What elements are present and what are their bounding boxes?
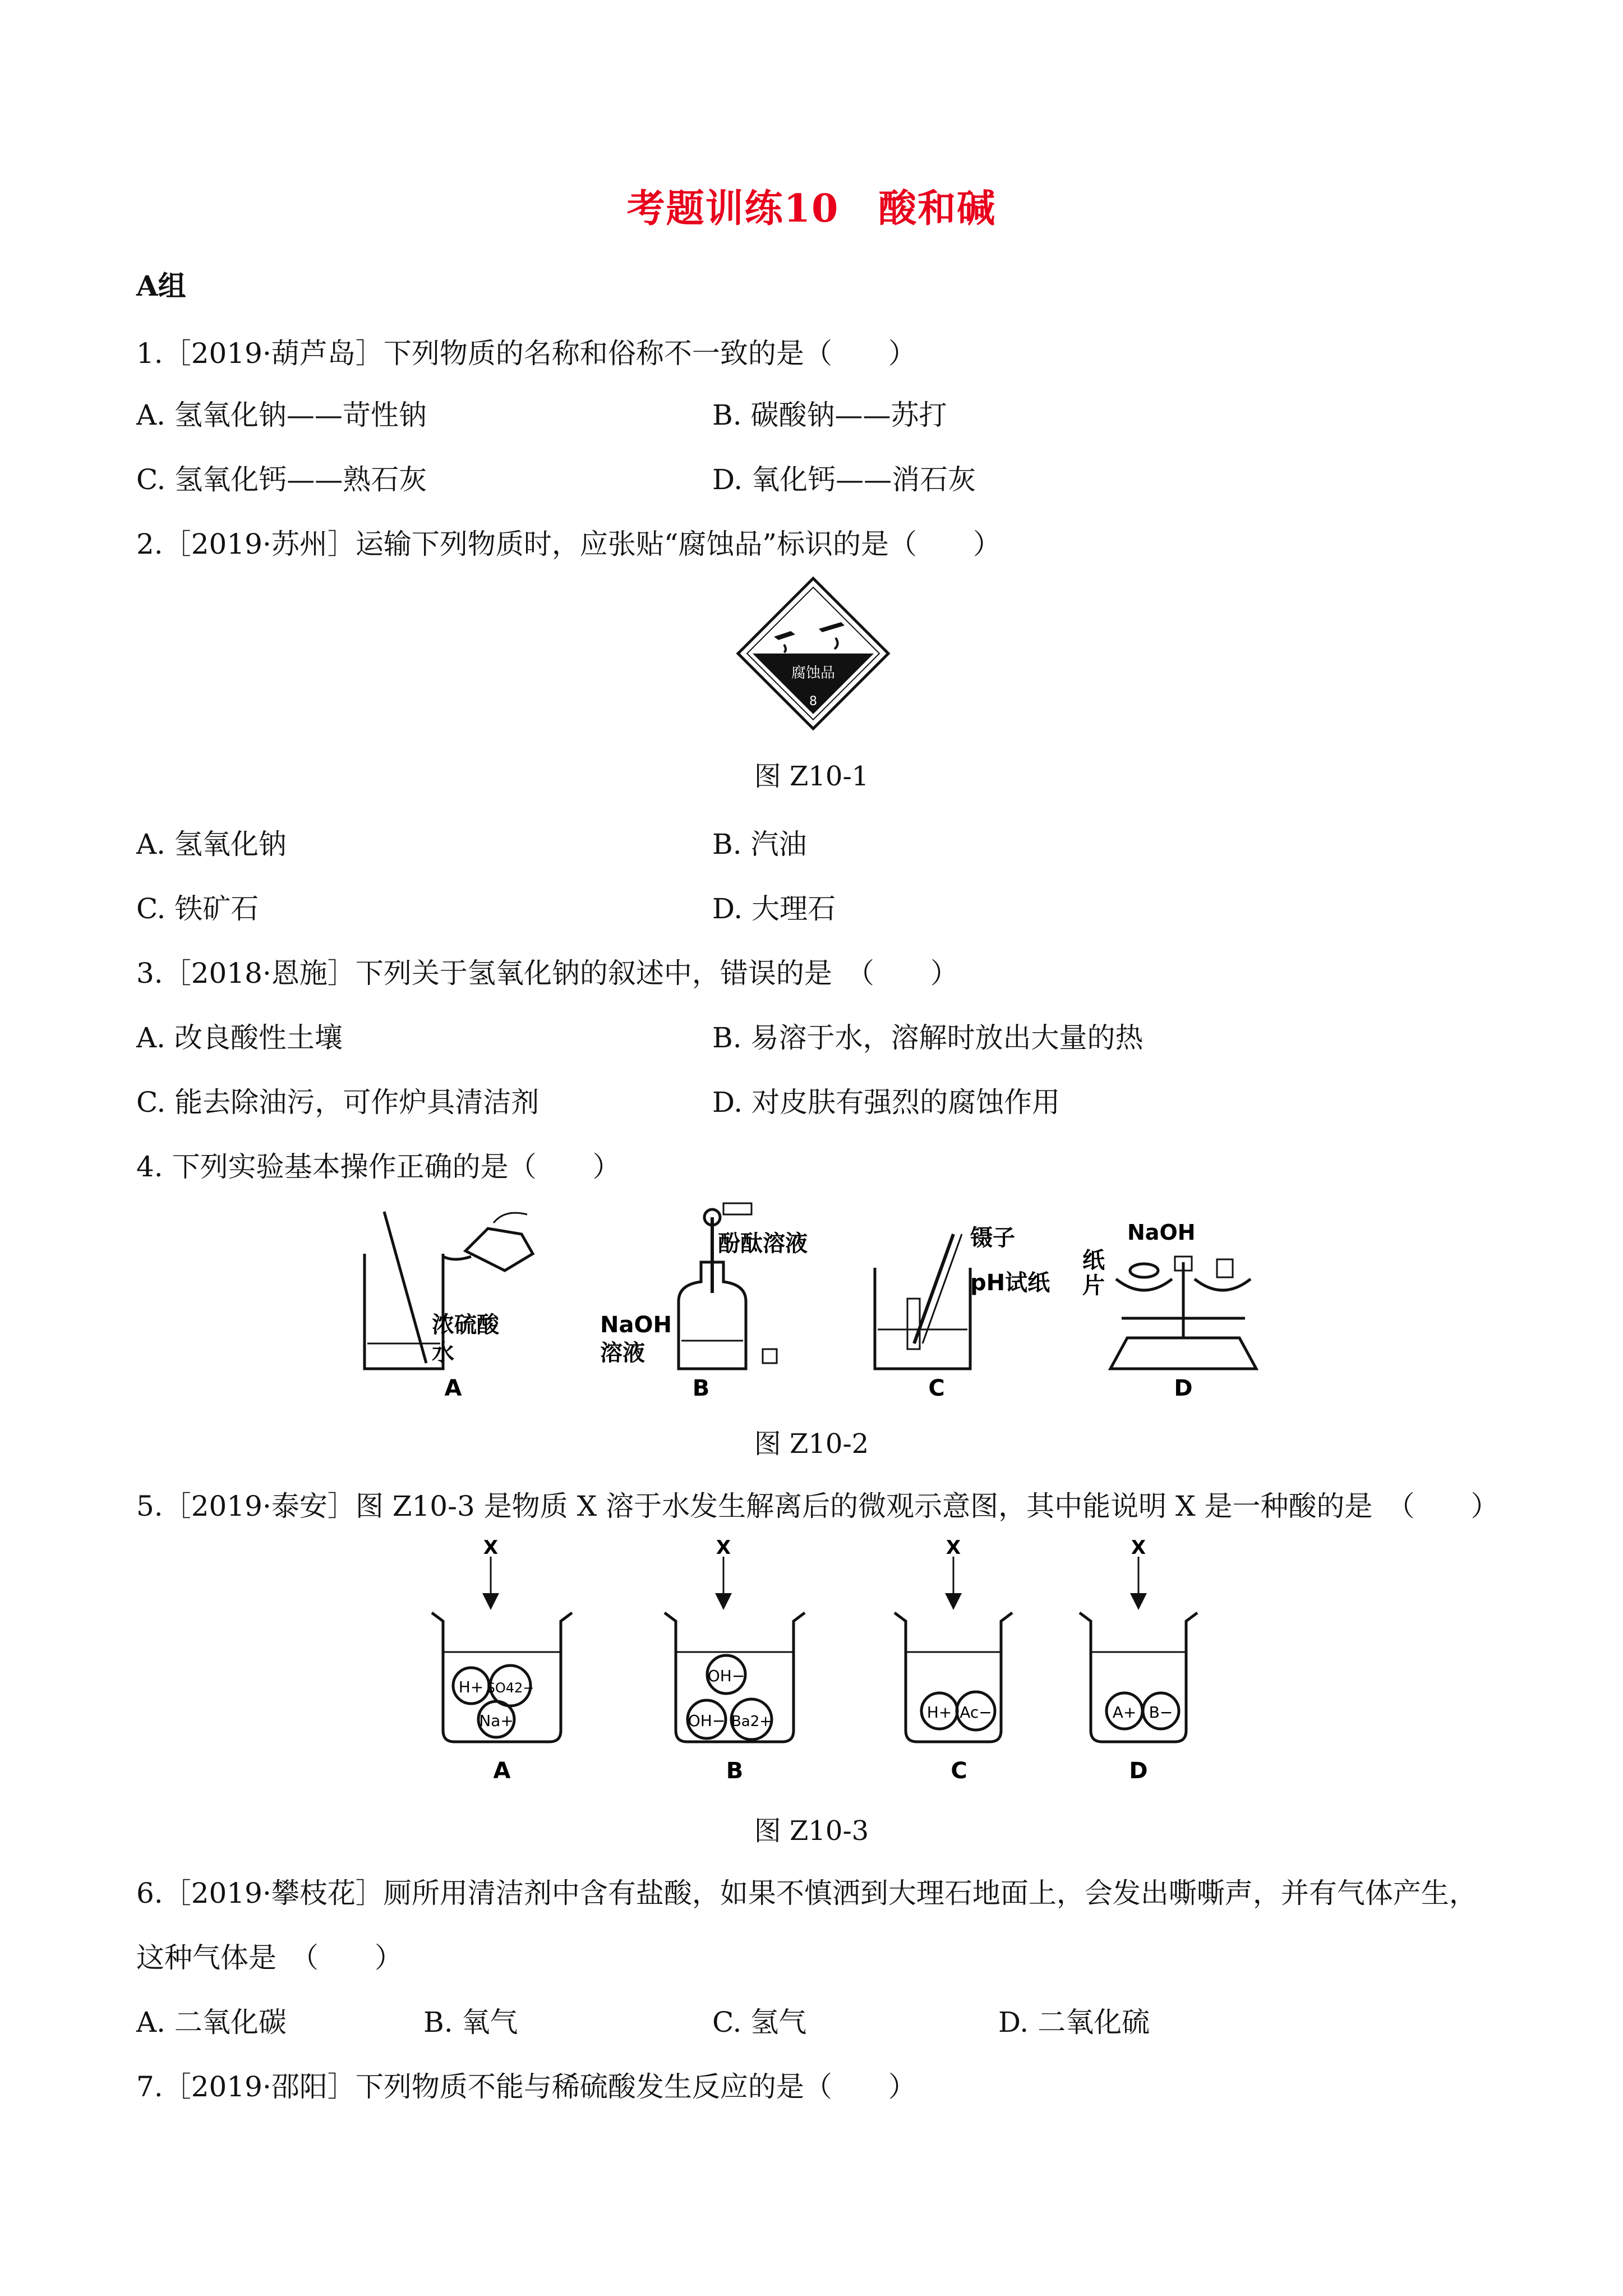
question-5-stem: 5.［2019·泰安］图 Z10-3 是物质 X 溶于水发生解离后的微观示意图，其中能说明 X 是一种酸的是 （ ） [136,1490,1499,1522]
x-label-c: X [946,1540,961,1559]
q2-option-c: C. 铁矿石 [136,892,259,925]
question-1-stem: 1.［2019·葫芦岛］下列物质的名称和俗称不一致的是（ ） [136,337,916,370]
label-tweezers: 镊子 [970,1225,1015,1251]
q1-option-c: C. 氢氧化钙——熟石灰 [136,463,427,496]
label-d: D [1174,1375,1193,1401]
q1-option-d: D. 氧化钙——消石灰 [712,463,976,496]
ion-d2: B− [1149,1703,1173,1722]
ion-c1: H+ [926,1703,952,1722]
question-4-stem: 4. 下列实验基本操作正确的是（ ） [136,1151,621,1183]
beaker-label-c: C [951,1758,967,1784]
label-b: B [692,1375,710,1401]
q6-option-a: A. 二氧化碳 [136,2006,287,2039]
question-6-stem-line2: 这种气体是 （ ） [136,1941,403,1974]
beaker-label-a: A [493,1758,511,1784]
ion-a3: Na+ [479,1711,514,1730]
beaker-label-b: B [726,1758,744,1784]
sign-text: 腐蚀品 [791,665,836,682]
label-naoh: NaOH [600,1312,672,1338]
beaker-label-d: D [1129,1758,1148,1784]
diagram-b-dropper [679,1203,777,1369]
q6-option-c: C. 氢气 [712,2006,807,2039]
ion-b3: Ba2+ [731,1713,772,1730]
q3-option-d: D. 对皮肤有强烈的腐蚀作用 [712,1086,1061,1119]
question-7-stem: 7.［2019·邵阳］下列物质不能与稀硫酸发生反应的是（ ） [136,2070,916,2103]
q1-option-b: B. 碳酸钠——苏打 [712,399,947,431]
q3-option-c: C. 能去除油污，可作炉具清洁剂 [136,1086,540,1119]
q3-option-a: A. 改良酸性土壤 [136,1022,343,1054]
ion-c2: Ac− [960,1703,992,1722]
figure-caption-z10-1: 图 Z10-1 [754,761,869,792]
diagram-d-balance [1110,1257,1256,1369]
page-title: 考题训练10 酸和碱 [626,186,997,231]
ion-b2: OH− [688,1711,726,1730]
ion-b1: OH− [707,1667,745,1685]
ion-d1: A+ [1112,1703,1137,1722]
q6-option-b: B. 氧气 [423,2006,518,2039]
x-label-a: X [483,1540,499,1559]
label-a: A [444,1375,462,1401]
label-naoh-balance: NaOH [1127,1220,1196,1245]
label-paper-1: 纸 [1082,1248,1105,1273]
question-6-stem-line1: 6.［2019·攀枝花］厕所用清洁剂中含有盐酸，如果不慎洒到大理石地面上，会发出嘶嘶声，并有气体产生， [136,1877,1477,1910]
q3-option-b: B. 易溶于水，溶解时放出大量的热 [712,1022,1144,1054]
label-ph-paper: pH试纸 [970,1270,1050,1296]
label-paper-2: 片 [1082,1273,1105,1299]
label-phenolphthalein: 酚酞溶液 [718,1231,808,1257]
x-label-d: X [1131,1540,1146,1559]
diagram-c-ph-paper [875,1234,970,1369]
q2-option-b: B. 汽油 [712,828,807,861]
question-2-stem: 2.［2019·苏州］运输下列物质时，应张贴“腐蚀品”标识的是（ ） [136,528,1001,560]
question-3-stem: 3.［2018·恩施］下列关于氢氧化钠的叙述中，错误的是 （ ） [136,957,958,990]
label-c: C [928,1375,945,1401]
figure-caption-z10-2: 图 Z10-2 [754,1428,869,1460]
label-conc-sulfuric-acid: 浓硫酸 [432,1312,499,1338]
group-label: A组 [136,269,186,302]
corrosive-hazard-sign [735,575,892,732]
sign-number: 8 [809,694,817,708]
figure-caption-z10-3: 图 Z10-3 [754,1815,869,1847]
lab-operations-figure [336,1200,1290,1402]
ion-beakers-figure [426,1540,1223,1787]
q2-option-a: A. 氢氧化钠 [136,828,287,861]
q1-option-a: A. 氢氧化钠——苛性钠 [136,399,427,431]
label-water: 水 [432,1340,454,1366]
q2-option-d: D. 大理石 [712,892,836,925]
ion-a2: SO42− [486,1680,534,1696]
q6-option-d: D. 二氧化硫 [998,2006,1150,2039]
label-solution: 溶液 [600,1340,645,1366]
x-label-b: X [716,1540,731,1559]
ion-a1: H+ [458,1678,484,1696]
